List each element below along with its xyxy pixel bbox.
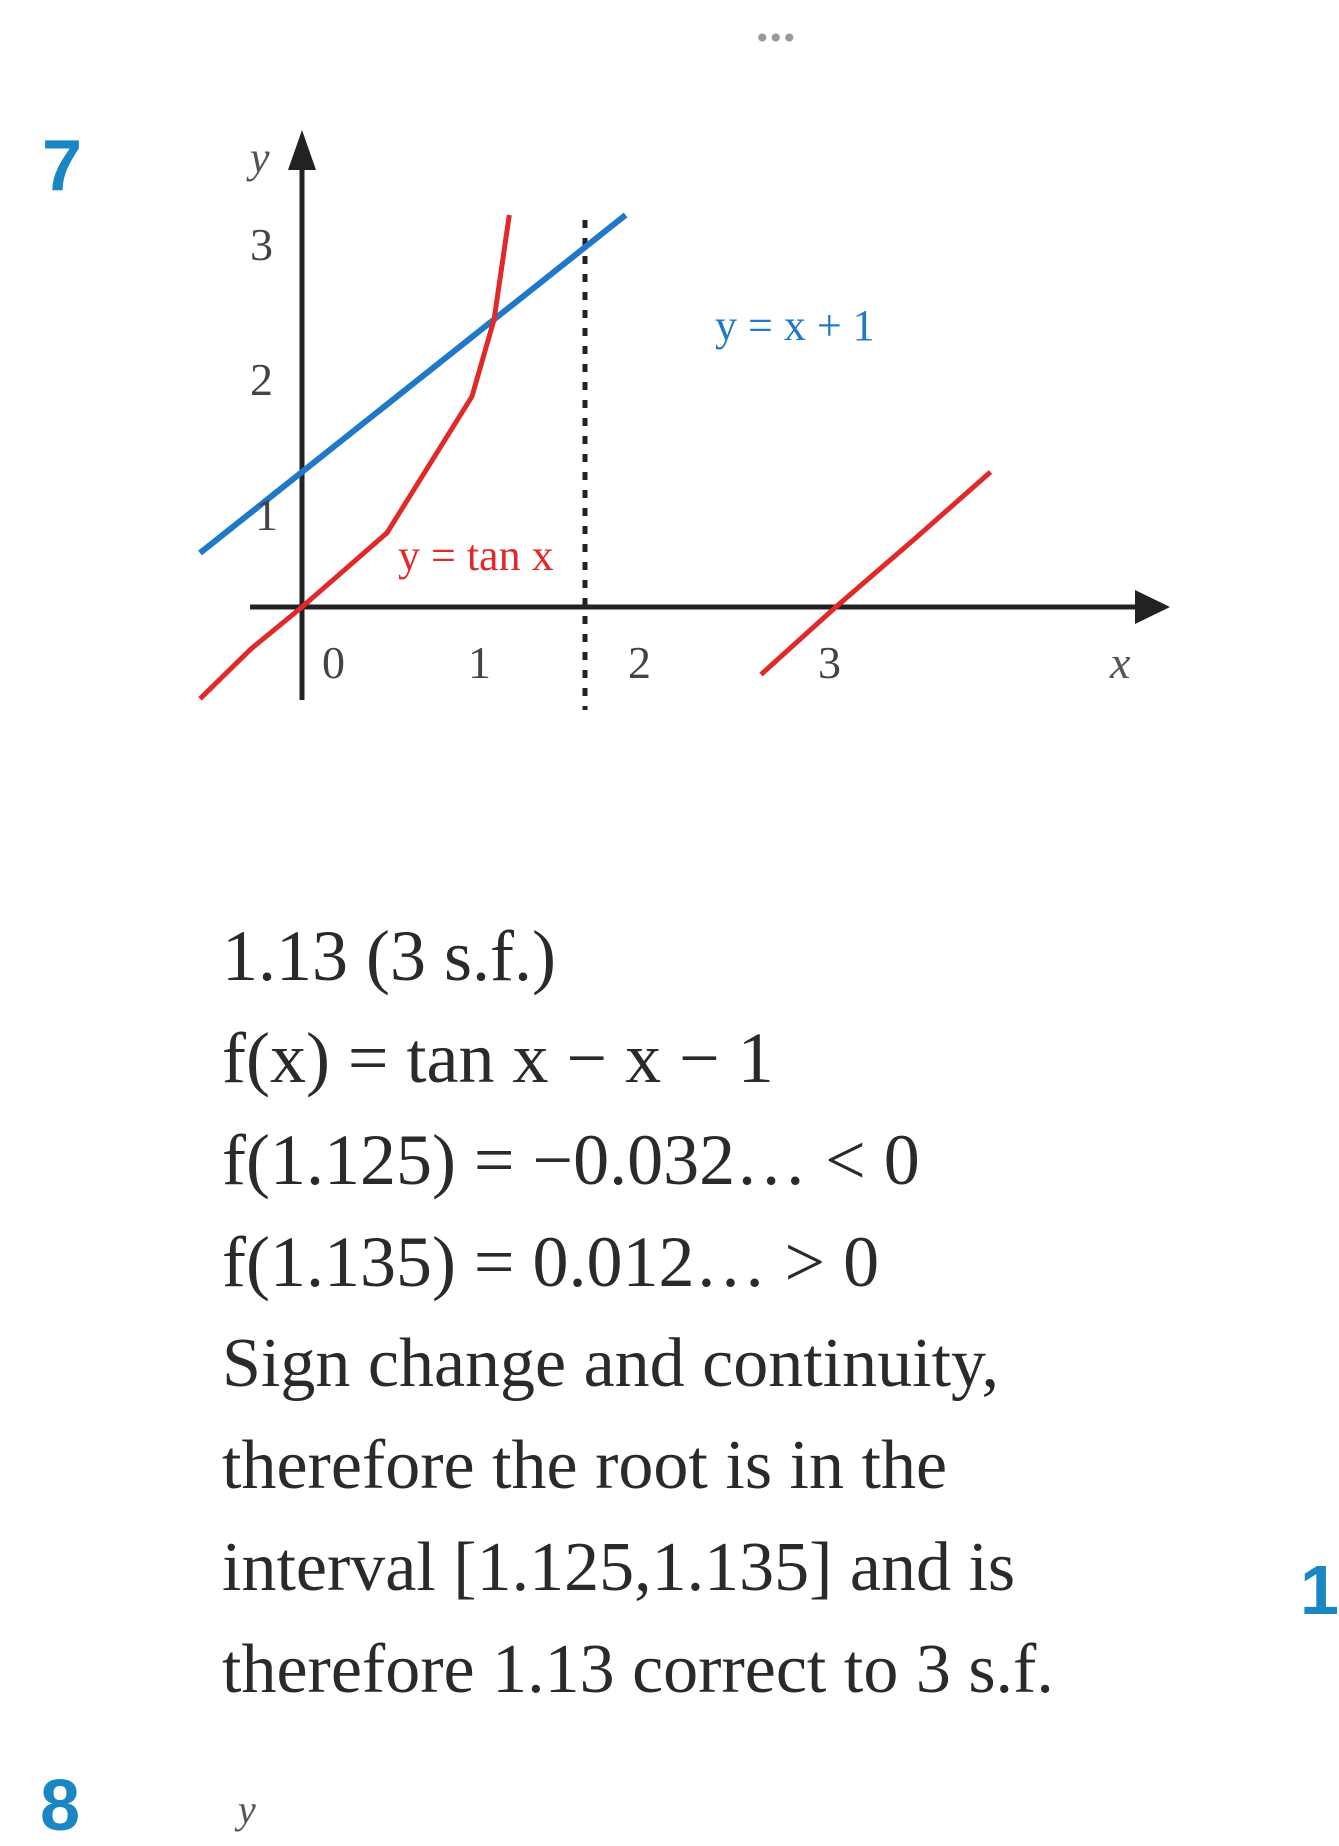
answer-line: 1.13 (3 s.f.): [222, 916, 556, 996]
x-tick-1: 1: [468, 637, 491, 688]
curve-tan-x-branch-2: [761, 472, 991, 675]
side-question-number: 1: [1300, 1551, 1339, 1629]
answer-line: f(x) = tan x − x − 1: [222, 1018, 774, 1098]
x-tick-0: 0: [322, 637, 345, 688]
curve-tan-x: [200, 215, 509, 699]
answer-line: Sign change and continuity,: [222, 1325, 999, 1402]
y-tick-2: 2: [250, 354, 273, 405]
question-number: 7: [42, 126, 83, 206]
next-graph-y-label: y: [238, 1787, 256, 1832]
answer-line: f(1.125) = −0.032… < 0: [222, 1120, 920, 1200]
answer-block: [222, 905, 1302, 1721]
answer-line: therefore the root is in the: [222, 1427, 948, 1504]
line-label: y = x + 1: [715, 301, 875, 350]
answer-line: f(1.135) = 0.012… > 0: [222, 1222, 880, 1302]
answer-line: therefore 1.13 correct to 3 s.f.: [222, 1631, 1054, 1708]
next-question-number: 8: [40, 1766, 81, 1846]
x-tick-2: 2: [628, 637, 651, 688]
answer-line: interval [1.125,1.135] and is: [222, 1529, 1016, 1606]
graph: [230, 130, 1160, 830]
x-tick-3: 3: [818, 637, 841, 688]
curve-label: y = tan x: [398, 531, 554, 580]
x-axis-arrow-icon: [1135, 590, 1170, 624]
y-axis-label: y: [250, 133, 270, 182]
y-tick-1: 1: [255, 489, 278, 540]
x-axis-label: x: [1110, 637, 1131, 688]
y-axis-arrow-icon: [288, 130, 316, 170]
ellipsis-icon[interactable]: •••: [754, 22, 795, 55]
y-tick-3: 3: [250, 219, 273, 270]
